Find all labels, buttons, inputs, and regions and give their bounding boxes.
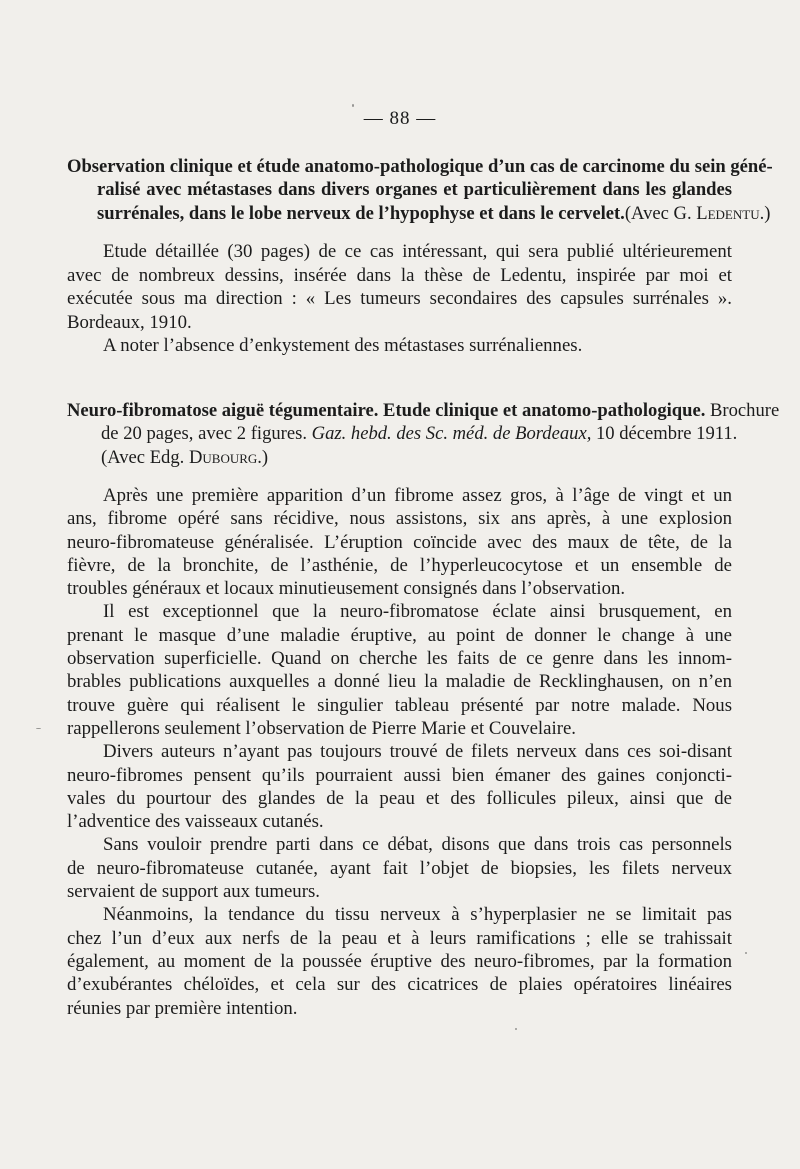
entry2-body-line: Néanmoins, la tendance du tissu nerveux à s’hyperplasier ne se limitait pas [103,904,732,926]
entry2-body-line: réunies par première intention. [67,997,298,1019]
entry2-credit-suffix: .) [257,446,269,468]
entry2-body [67,484,732,1020]
entry1-title-line-with-credit [67,202,771,225]
entry1-credit-prefix: (Avec G. [624,202,697,224]
entry1-title-line: Observation clinique et étude anatomo-pathologique d’un cas de carcinome du sein géné- [67,156,773,177]
entry2-citation-line [67,422,738,445]
scan-speck [515,1028,517,1030]
entry2-credit-line [67,446,732,469]
entry2-date: 10 décembre 1911. [591,423,738,445]
entry2-body-line: chez l’un d’eux aux nerfs de la peau et à leurs ramifications ; elle se trahissait [67,927,732,949]
entry2-body-line: observation superficielle. Quand on cherche les faits de ce genre dans les innom- [67,648,732,670]
entry2-body-line: d’exubérantes chéloïdes, et cela sur des cicatrices de plaies opératoires linéaires [67,974,732,996]
entry2-line2-prefix: de 20 pages, avec 2 figures. [101,423,312,445]
entry2-body-line: Divers auteurs n’ayant pas toujours trouvé de filets nerveux dans ces soi-disant [103,741,732,763]
entry2-body-line: rappellerons seulement l’observation de Pierre Marie et Couvelaire. [67,717,576,739]
entry1-body [67,240,732,358]
entry1-credit-name: Ledentu [696,202,760,224]
entry2-body-line: l’adventice des vaisseaux cutanés. [67,811,324,833]
entry1-body-line: A noter l’absence d’enkystement des métastases surrénaliennes. [103,335,583,356]
entry2-body-line: prenant le masque d’une maladie éruptive, au point de donner le change à une [67,624,732,646]
entry1-title-line: ralisé avec métastases dans divers organes et particulièrement dans les glandes [97,179,732,201]
entry2-body-line: neuro-fibromes pensent qu’ils pourraient aussi bien émaner des gaines conjoncti- [67,764,732,786]
entry1-body-line: Bordeaux, 1910. [67,311,192,333]
entry2-body-line: de neuro-fibromateuse cutanée, ayant fait l’objet de biopsies, les filets nerveux [67,857,732,879]
entry1-title [67,155,773,225]
page-number: — 88 — [363,108,437,129]
entry2-body-line: Il est exceptionnel que la neuro-fibromatose éclate ainsi brusquement, en [103,601,732,623]
scan-speck [745,952,747,954]
scan-speck [36,728,41,729]
entry1-body-line: avec de nombreux dessins, insérée dans la thèse de Ledentu, inspirée par moi et [67,264,732,286]
entry2-credit-name: Dubourg [188,446,258,468]
entry2-credit-prefix: (Avec Edg. [101,446,189,468]
entry2-body-line: ans, fibrome opéré sans récidive, nous assistons, six ans après, à une explosion [67,508,732,530]
entry2-body-line: Après une première apparition d’un fibrome assez gros, à l’âge de vingt et un [103,485,732,506]
entry2-body-line: trouve guère qui réalisent le singulier tableau présenté par notre malade. Nous [67,694,732,716]
entry2-body-line: servaient de support aux tumeurs. [67,881,320,903]
scan-speck [352,104,354,107]
entry1-title-line: surrénales, dans le lobe nerveux de l’hypophyse et dans le cervelet. [97,202,625,224]
entry2-title-bold: Neuro-fibromatose aiguë tégumentaire. Etude clinique et anatomo-pathologique. [67,400,706,421]
entry2-body-line: brables publications auxquelles a donné lieu la maladie de Recklinghausen, on n’en [67,671,732,693]
entry1-body-line: exécutée sous ma direction : « Les tumeurs secondaires des capsules surrénales ». [67,288,732,309]
entry2-body-line: Sans vouloir prendre parti dans ce débat, disons que dans trois cas personnels [103,834,732,856]
entry2-body-line: troubles généraux et locaux minutieusement consignés dans l’observation. [67,578,626,600]
entry1-credit-suffix: .) [759,202,771,224]
entry2-title-line [67,399,780,422]
entry2-body-line: vales du pourtour des glandes de la peau et des follicules pileux, ainsi que de [67,787,732,809]
entry1-body-line: Etude détaillée (30 pages) de ce cas intéressant, qui sera publié ultérieurement [103,241,732,262]
entry2-body-line: également, au moment de la poussée éruptive des neuro-fibromes, par la formation [67,950,732,972]
entry2-body-line: neuro-fibromateuse généralisée. L’éruption coïncide avec des maux de tête, de la [67,531,732,553]
entry2-title-tail: Brochure [705,400,780,421]
entry2-journal: Gaz. hebd. des Sc. méd. de Bordeaux, [311,423,592,445]
entry2-body-line: fièvre, de la bronchite, de l’asthénie, de l’hyperleucocytose et un ensemble de [67,554,732,576]
entry2-title [67,399,780,469]
